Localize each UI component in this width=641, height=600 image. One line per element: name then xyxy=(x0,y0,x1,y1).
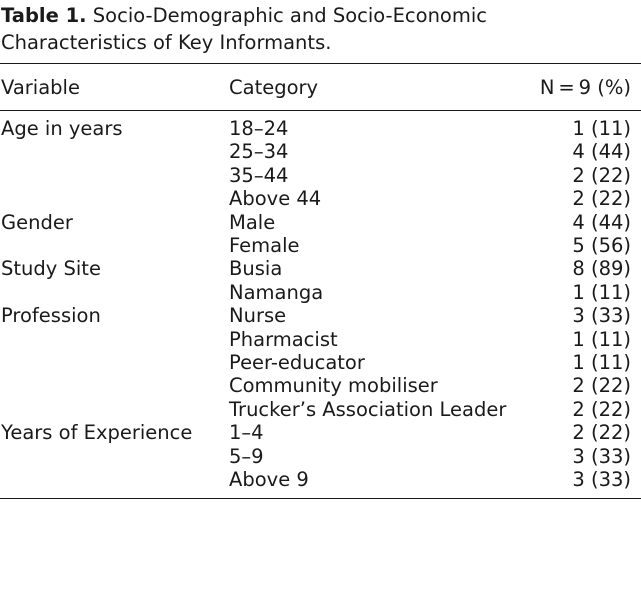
cell-category: Nurse xyxy=(229,304,287,328)
cell-n-percent: 4 (44) xyxy=(572,210,631,234)
table-row xyxy=(0,211,641,234)
cell-variable xyxy=(0,351,229,374)
cell-n-percent: 2 (22) xyxy=(572,187,631,211)
cell-variable xyxy=(0,164,229,187)
cell-n-percent: 1 (11) xyxy=(572,117,631,140)
table-row xyxy=(0,140,641,163)
header-category: Category xyxy=(229,75,319,99)
cell-n-percent: 4 (44) xyxy=(572,140,631,164)
cell-n-percent: 2 (22) xyxy=(572,374,631,398)
table-row xyxy=(0,421,641,444)
cell-category: 25–34 xyxy=(229,140,289,164)
cell-variable xyxy=(0,468,229,497)
cell-category: Peer-educator xyxy=(229,351,365,375)
header-variable: Variable xyxy=(1,75,80,99)
cell-variable: Study Site xyxy=(1,257,101,281)
cell-category: 5–9 xyxy=(229,444,264,468)
cell-n-percent: 5 (56) xyxy=(572,234,631,258)
cell-variable xyxy=(0,234,229,257)
table-row xyxy=(0,164,641,187)
cell-variable xyxy=(0,398,229,421)
cell-category: Male xyxy=(229,210,276,234)
table-body xyxy=(0,111,641,498)
cell-category: 1–4 xyxy=(229,421,264,445)
cell-category: Female xyxy=(229,234,300,258)
table-header-row xyxy=(0,64,641,111)
cell-n-percent: 3 (33) xyxy=(572,304,631,328)
cell-n-percent: 8 (89) xyxy=(572,257,631,281)
table-row xyxy=(0,187,641,210)
table-bottom-rule xyxy=(0,498,641,499)
cell-n-percent: 3 (33) xyxy=(572,468,631,492)
cell-n-percent: 1 (11) xyxy=(572,351,631,375)
table-row xyxy=(0,328,641,351)
cell-n-percent: 1 (11) xyxy=(572,280,631,304)
cell-variable: Age in years xyxy=(1,117,123,140)
cell-variable xyxy=(0,187,229,210)
table-row xyxy=(0,445,641,468)
header-n-percent: N = 9 (%) xyxy=(539,75,631,99)
cell-variable: Years of Experience xyxy=(1,421,193,445)
table-caption xyxy=(1,2,601,56)
table-row xyxy=(0,111,641,140)
cell-category: Trucker’s Association Leader xyxy=(229,397,507,421)
cell-variable xyxy=(0,328,229,351)
cell-category: Above 44 xyxy=(229,187,322,211)
cell-category: Busia xyxy=(229,257,283,281)
table-row xyxy=(0,351,641,374)
table-caption-label: Table 1. xyxy=(1,4,87,27)
table-row xyxy=(0,468,641,497)
cell-variable xyxy=(0,445,229,468)
cell-n-percent: 2 (22) xyxy=(572,397,631,421)
characteristics-table xyxy=(0,64,641,498)
cell-category: 35–44 xyxy=(229,163,289,187)
cell-category: Community mobiliser xyxy=(229,374,438,398)
cell-n-percent: 1 (11) xyxy=(572,327,631,351)
cell-variable: Gender xyxy=(1,210,73,234)
cell-variable xyxy=(0,140,229,163)
table-caption-text: Socio-Demographic and Socio-Economic Characteristics of Key Informants. xyxy=(1,4,487,54)
table-row xyxy=(0,281,641,304)
table-row xyxy=(0,374,641,397)
table-row xyxy=(0,304,641,327)
cell-variable: Profession xyxy=(1,304,101,328)
table-row xyxy=(0,234,641,257)
table-row xyxy=(0,398,641,421)
cell-n-percent: 2 (22) xyxy=(572,421,631,445)
cell-category: Above 9 xyxy=(229,468,309,492)
table-row xyxy=(0,257,641,280)
cell-variable xyxy=(0,374,229,397)
cell-variable xyxy=(0,281,229,304)
cell-category: Pharmacist xyxy=(229,327,338,351)
cell-n-percent: 3 (33) xyxy=(572,444,631,468)
cell-category: Namanga xyxy=(229,280,324,304)
cell-category: 18–24 xyxy=(229,117,289,140)
cell-n-percent: 2 (22) xyxy=(572,163,631,187)
